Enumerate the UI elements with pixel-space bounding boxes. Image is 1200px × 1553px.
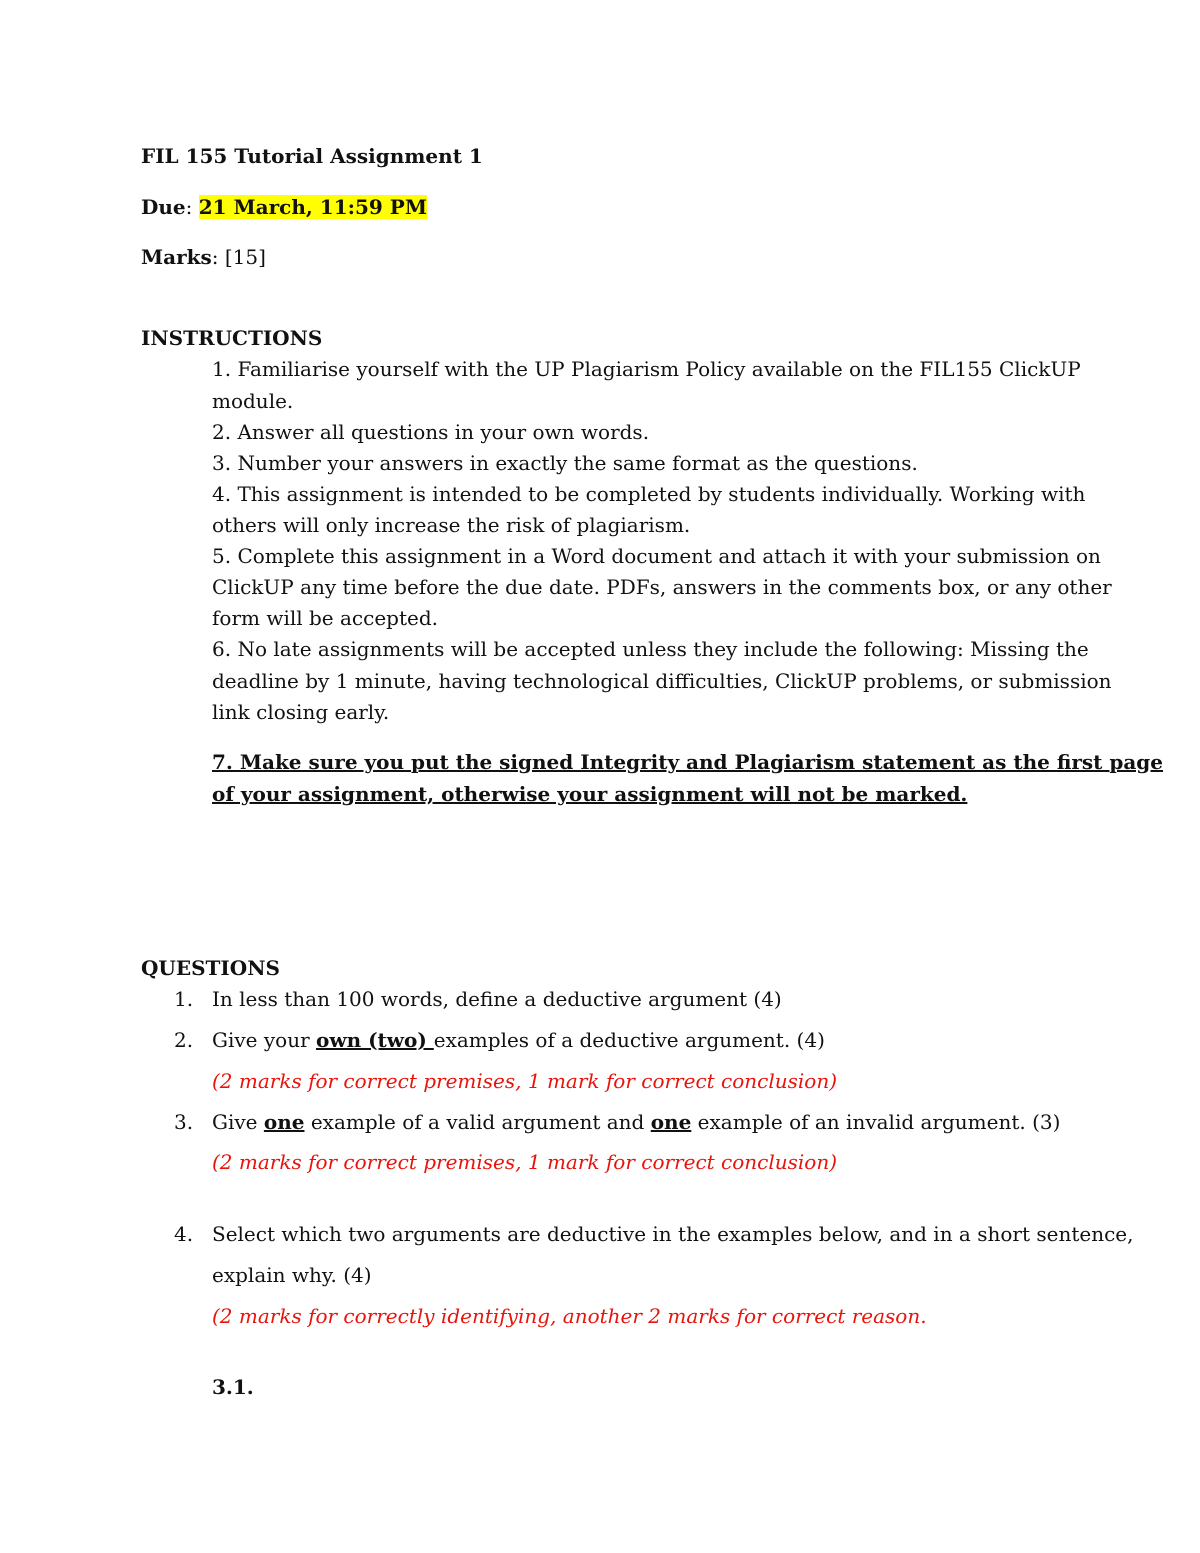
due-separator: :: [185, 195, 199, 219]
question-4-text-line-2: explain why. (4): [212, 1263, 372, 1287]
q2-emphasis: own (two): [316, 1028, 434, 1052]
q2-text-after: examples of a deductive argument. (4): [433, 1028, 825, 1052]
instruction-line: deadline by 1 minute, having technological difficulties, ClickUP problems, or submission: [212, 669, 1112, 693]
instruction-line: 1. Familiarise yourself with the UP Plagiarism Policy available on the FIL155 ClickUP: [212, 357, 1081, 381]
integrity-warning-line-2: of your assignment, otherwise your assignment will not be marked.: [212, 782, 968, 806]
question-1-text: In less than 100 words, define a deductive argument (4): [212, 987, 782, 1011]
question-number: 2.: [174, 1028, 194, 1052]
question-2-marking-note: (2 marks for correct premises, 1 mark for correct conclusion): [212, 1069, 838, 1093]
instruction-line: 2. Answer all questions in your own words.: [212, 420, 650, 444]
question-number: 4.: [174, 1222, 194, 1246]
questions-heading: QUESTIONS: [141, 956, 280, 980]
instruction-line: 4. This assignment is intended to be completed by students individually. Working with: [212, 482, 1086, 506]
instruction-line: ClickUP any time before the due date. PDFs, answers in the comments box, or any other: [212, 575, 1112, 599]
instruction-line: link closing early.: [212, 700, 390, 724]
instruction-line: 6. No late assignments will be accepted unless they include the following: Missing the: [212, 637, 1089, 661]
q3-text-c: example of an invalid argument. (3): [691, 1110, 1061, 1134]
question-4-text-line-1: Select which two arguments are deductive in the examples below, and in a short sentence,: [212, 1222, 1134, 1246]
q3-text-b: example of a valid argument and: [304, 1110, 651, 1134]
q3-emphasis-a: one: [263, 1110, 305, 1134]
question-3-text: [212, 1109, 1060, 1135]
marks-value: : [15]: [211, 245, 266, 269]
question-number: 1.: [174, 987, 194, 1011]
question-2-text: [212, 1027, 825, 1053]
due-line: [141, 194, 427, 220]
due-label: Due: [141, 195, 186, 219]
instructions-heading: INSTRUCTIONS: [141, 326, 323, 350]
q3-emphasis-b: one: [650, 1110, 692, 1134]
marks-line: [141, 244, 266, 270]
instruction-line: 5. Complete this assignment in a Word document and attach it with your submission on: [212, 544, 1101, 568]
q2-text-before: Give your: [212, 1028, 317, 1052]
sub-question-heading: 3.1.: [212, 1375, 254, 1399]
integrity-warning-line-1: 7. Make sure you put the signed Integrity and Plagiarism statement as the first page: [212, 750, 1164, 774]
question-3-marking-note: (2 marks for correct premises, 1 mark for correct conclusion): [212, 1150, 838, 1174]
due-date: 21 March, 11:59 PM: [198, 195, 427, 219]
instruction-line: others will only increase the risk of plagiarism.: [212, 513, 691, 537]
marks-label: Marks: [141, 245, 212, 269]
document-title: FIL 155 Tutorial Assignment 1: [141, 144, 483, 168]
question-number: 3.: [174, 1110, 194, 1134]
q3-text-a: Give: [212, 1110, 264, 1134]
question-4-marking-note: (2 marks for correctly identifying, another 2 marks for correct reason.: [212, 1304, 927, 1328]
instruction-line: 3. Number your answers in exactly the same format as the questions.: [212, 451, 918, 475]
instruction-line: form will be accepted.: [212, 606, 438, 630]
instruction-line: module.: [212, 389, 294, 413]
